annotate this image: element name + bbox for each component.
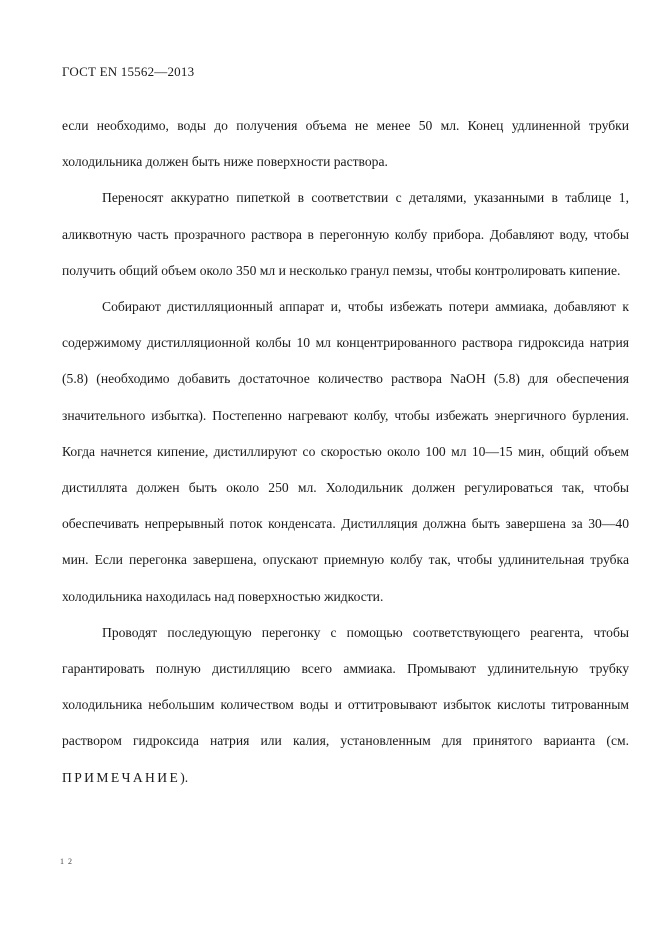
page-number: 1 2 <box>60 857 73 866</box>
document-body <box>62 108 629 796</box>
paragraph-4-text: Проводят последующую перегонку с помощью соответствующего реагента, чтобы гарантировать полную дистилляцию всего аммиака. Промывают удлинительную трубку холодильника небольшим количеством воды и оттитровывают избыток кислоты титрованным раствором гидроксида натрия или калия, установленным для принятого варианта (см. <box>62 624 629 749</box>
document-header: ГОСТ EN 15562—2013 <box>62 64 195 79</box>
paragraph-1: если необходимо, воды до получения объема не менее 50 мл. Конец удлиненной трубки холодильника должен быть ниже поверхности раствора. <box>62 118 629 170</box>
note-reference: ПРИМЕЧАНИЕ <box>62 769 181 785</box>
paragraph-2: Переносят аккуратно пипеткой в соответствии с деталями, указанными в таблице 1, аликвотную часть прозрачного раствора в перегонную колбу прибора. Добавляют воду, чтобы получить общий объем около 350 мл и несколько гранул пемзы, чтобы контролировать кипение. <box>62 190 629 278</box>
paragraph-4-end: ). <box>180 769 189 785</box>
paragraph-3: Собирают дистилляционный аппарат и, чтобы избежать потери аммиака, добавляют к содержимому дистилляционной колбы 10 мл концентрированного раствора гидроксида натрия (5.8) (необходимо добавить достаточное количество раствора NaOH (5.8) для обеспечения значительного избытка). Постепенно нагревают колбу, чтобы избежать энергичного бурления. Когда начнется кипение, дистиллируют со скоростью около 100 мл 10—15 мин, общий объем дистиллята должен быть около 250 мл. Холодильник должен регулироваться так, чтобы обеспечивать непрерывный поток конденсата. Дистилляция должна быть завершена за 30—40 мин. Если перегонка завершена, опускают приемную колбу так, чтобы удлинительная трубка холодильника находилась над поверхностью жидкости. <box>62 299 629 604</box>
paragraph-4 <box>62 615 629 796</box>
